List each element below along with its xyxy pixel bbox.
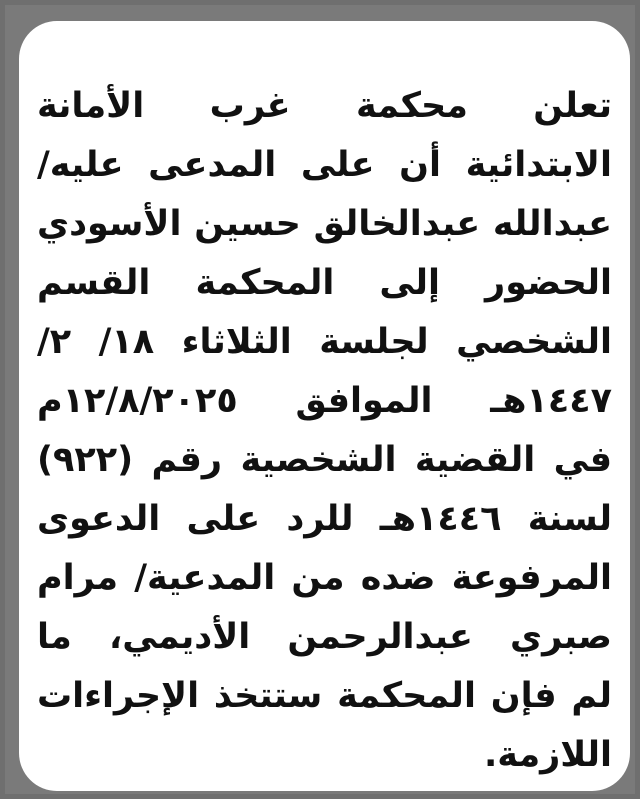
notice-line: ١٤٤٧هـ الموافق ١٢/٨/٢٠٢٥م xyxy=(37,381,612,421)
notice-line: الحضور إلى المحكمة القسم xyxy=(37,263,612,303)
notice-line: في القضية الشخصية رقم (٩٢٢) xyxy=(37,440,612,480)
notice-line: لسنة ١٤٤٦هـ للرد على الدعوى xyxy=(37,499,612,539)
court-notice-text xyxy=(37,77,612,785)
notice-line: المرفوعة ضده من المدعية/ مرام xyxy=(37,558,612,598)
notice-line-final: اللازمة. xyxy=(483,735,612,775)
announcement-card xyxy=(19,21,630,791)
notice-line: الابتدائية أن على المدعى عليه/ xyxy=(37,145,612,185)
notice-line: عبدالله عبدالخالق حسين الأسودي xyxy=(37,204,612,244)
notice-line: لم فإن المحكمة ستتخذ الإجراءات xyxy=(37,676,612,716)
notice-line: الشخصي لجلسة الثلاثاء ١٨/ ٢/ xyxy=(37,322,613,362)
notice-line: صبري عبدالرحمن الأديمي، ما xyxy=(37,617,612,657)
notice-line: تعلن محكمة غرب الأمانة xyxy=(37,86,612,126)
